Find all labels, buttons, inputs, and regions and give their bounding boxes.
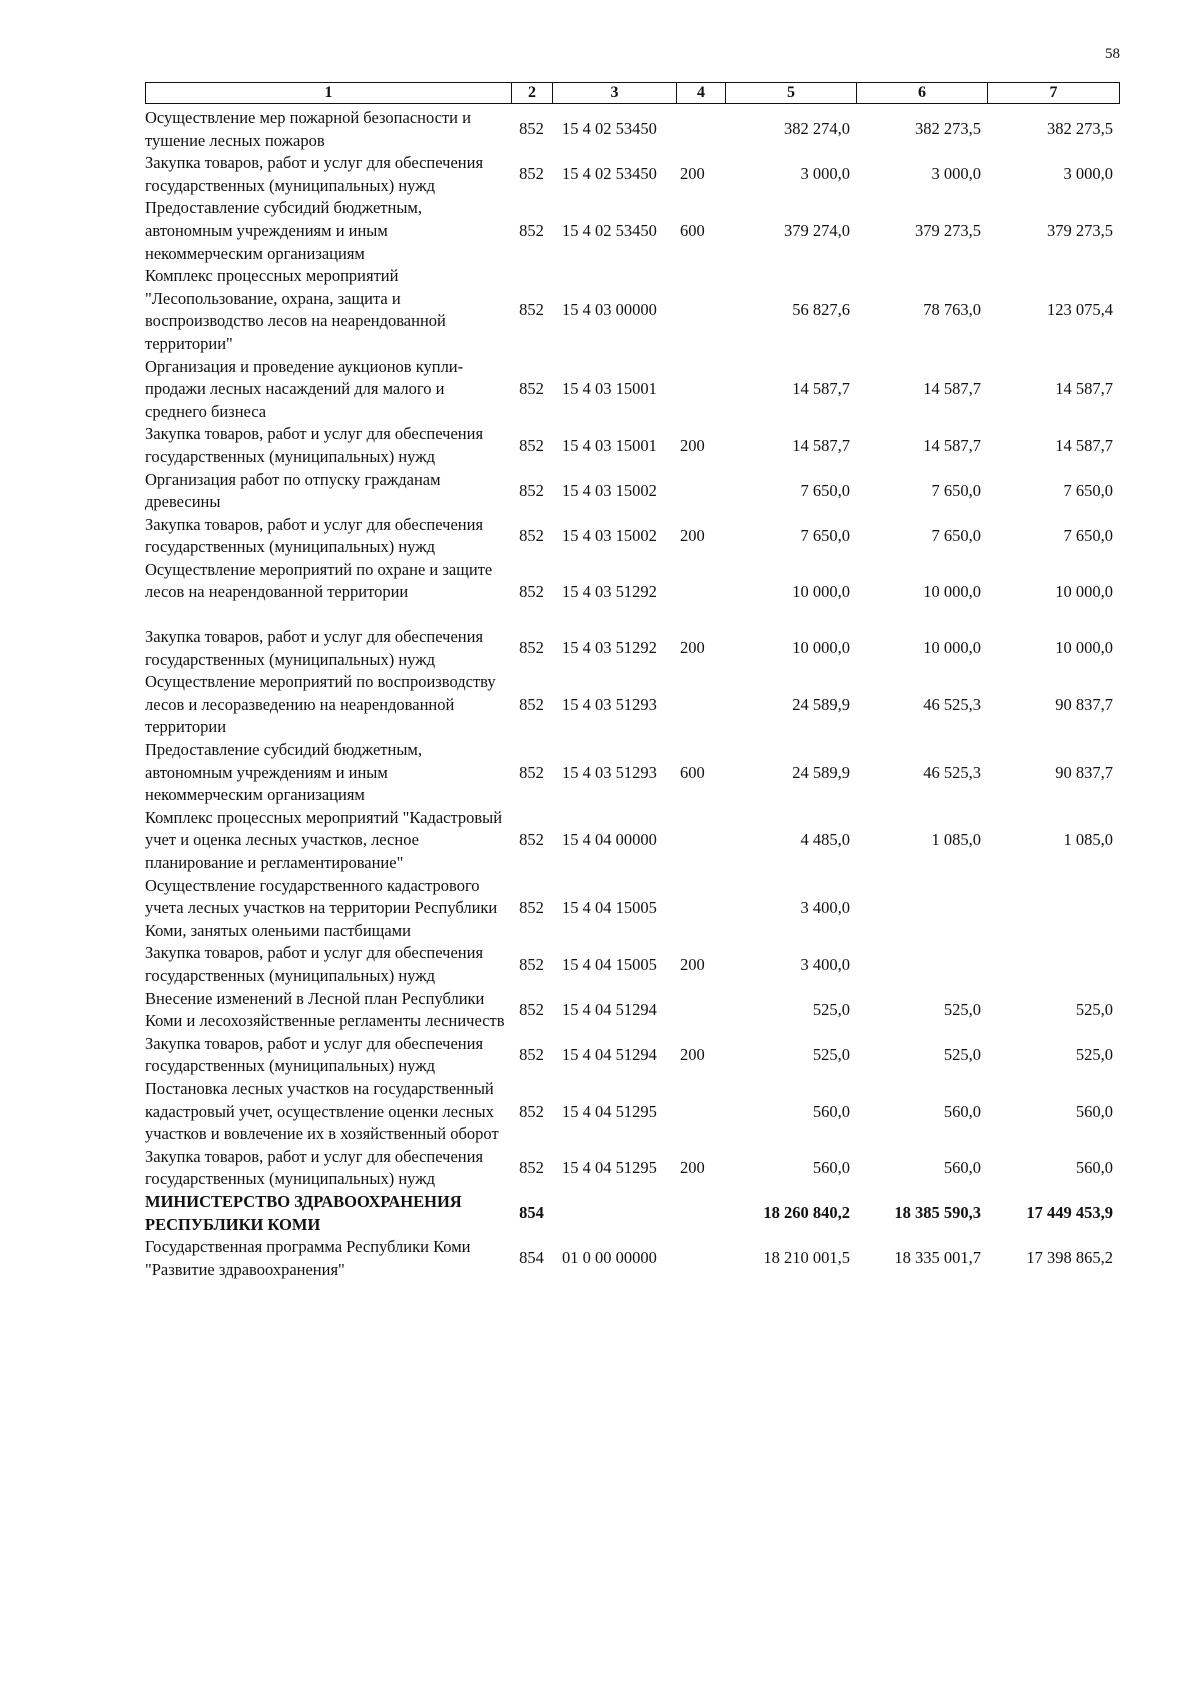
- table-row: [145, 626, 1119, 671]
- target-code: 15 4 03 00000: [562, 300, 657, 320]
- expense-type: 200: [680, 164, 705, 184]
- amount-col-7: 90 837,7: [1055, 694, 1113, 714]
- row-name: Комплекс процессных мероприятий "Кадастровый учет и оценка лесных участков, лесное планирование и регламентирование": [145, 807, 503, 872]
- expense-type: 600: [680, 762, 705, 782]
- row-name: Осуществление мер пожарной безопасности и тушение лесных пожаров: [145, 108, 471, 150]
- target-code: 15 4 03 15002: [562, 525, 657, 545]
- target-code: 15 4 04 51295: [562, 1101, 657, 1121]
- row-name: Предоставление субсидий бюджетным, автономным учреждениям и иным некоммерческим организациям: [145, 740, 422, 805]
- row-name: Закупка товаров, работ и услуг для обеспечения государственных (муниципальных) нужд: [145, 943, 484, 985]
- ministry-code: 852: [519, 220, 544, 240]
- table-row: [145, 942, 1119, 987]
- table-row: [145, 1078, 1119, 1146]
- target-code: 15 4 04 15005: [562, 898, 657, 918]
- table-row: [145, 107, 1119, 152]
- amount-col-6: 560,0: [943, 1101, 981, 1121]
- amount-col-7: 7 650,0: [1063, 480, 1113, 500]
- table-row: [145, 559, 1119, 626]
- row-name: Закупка товаров, работ и услуг для обеспечения государственных (муниципальных) нужд: [145, 627, 484, 669]
- row-name: Организация работ по отпуску гражданам древесины: [145, 469, 441, 512]
- amount-col-6: 560,0: [943, 1158, 981, 1178]
- row-name: МИНИСТЕРСТВО ЗДРАВООХРАНЕНИЯ РЕСПУБЛИКИ КОМИ: [145, 1191, 462, 1234]
- row-name: Осуществление мероприятий по воспроизводству лесов и лесоразведению на неарендованной территории: [145, 672, 496, 737]
- amount-col-6: 18 335 001,7: [894, 1248, 981, 1268]
- amount-col-7: 382 273,5: [1047, 119, 1113, 139]
- amount-col-6: [856, 942, 987, 987]
- expense-type: [676, 265, 725, 355]
- amount-col-7: 17 398 865,2: [1026, 1248, 1113, 1268]
- row-name: Закупка товаров, работ и услуг для обеспечения государственных (муниципальных) нужд: [145, 424, 484, 466]
- amount-col-7: 525,0: [1075, 999, 1113, 1019]
- amount-col-6: 7 650,0: [931, 480, 981, 500]
- ministry-code: 852: [519, 480, 544, 500]
- row-name: Организация и проведение аукционов купли-продажи лесных насаждений для малого и среднего бизнеса: [145, 356, 464, 421]
- amount-col-5: 14 587,7: [792, 379, 850, 399]
- expense-type: 200: [680, 954, 705, 974]
- table-row: [145, 469, 1119, 514]
- ministry-code: 852: [519, 830, 544, 850]
- row-name: Предоставление субсидий бюджетным, автономным учреждениям и иным некоммерческим организациям: [145, 198, 422, 263]
- target-code: 15 4 02 53450: [562, 119, 657, 139]
- ministry-code: 852: [519, 119, 544, 139]
- expense-type: [676, 356, 725, 424]
- header-col-5: 5: [726, 83, 857, 104]
- amount-col-6: 10 000,0: [923, 582, 981, 602]
- amount-col-7: 17 449 453,9: [1026, 1203, 1113, 1223]
- amount-col-6: 1 085,0: [931, 830, 981, 850]
- amount-col-7: 1 085,0: [1063, 830, 1113, 850]
- row-name: Государственная программа Республики Коми "Развитие здравоохранения": [145, 1237, 471, 1279]
- amount-col-5: 379 274,0: [784, 220, 850, 240]
- row-name: Постановка лесных участков на государственный кадастровый учет, осуществление оценки лесных участков и вовлечение их в хозяйственный оборот: [145, 1078, 499, 1144]
- amount-col-6: 7 650,0: [931, 525, 981, 545]
- expense-type: [676, 107, 725, 152]
- expense-type: [676, 559, 725, 626]
- target-code: 15 4 03 51292: [562, 582, 657, 602]
- table-row: [145, 152, 1119, 197]
- header-col-3: 3: [553, 83, 677, 104]
- table-row: [145, 1191, 1119, 1236]
- amount-col-5: 56 827,6: [792, 300, 850, 320]
- amount-col-5: 4 485,0: [800, 830, 850, 850]
- ministry-code: 852: [519, 638, 544, 658]
- amount-col-6: 46 525,3: [923, 694, 981, 714]
- expense-type: 200: [680, 1158, 705, 1178]
- expense-type: 200: [680, 638, 705, 658]
- table-row: [145, 1236, 1119, 1281]
- ministry-code: 852: [519, 694, 544, 714]
- header-col-2: 2: [512, 83, 553, 104]
- amount-col-6: 382 273,5: [915, 119, 981, 139]
- amount-col-6: 46 525,3: [923, 762, 981, 782]
- ministry-code: 852: [519, 762, 544, 782]
- amount-col-7: 379 273,5: [1047, 220, 1113, 240]
- ministry-code: 854: [519, 1203, 544, 1223]
- row-name: Закупка товаров, работ и услуг для обеспечения государственных (муниципальных) нужд: [145, 514, 484, 557]
- header-row: [146, 83, 1120, 104]
- amount-col-7: 123 075,4: [1047, 300, 1113, 320]
- amount-col-7: 525,0: [1075, 1045, 1113, 1065]
- amount-col-5: 10 000,0: [792, 582, 850, 602]
- amount-col-6: 18 385 590,3: [894, 1203, 981, 1223]
- amount-col-6: 379 273,5: [915, 220, 981, 240]
- row-name: Комплекс процессных мероприятий "Лесопользование, охрана, защита и воспроизводство лесов на неарендованной территории": [145, 266, 446, 353]
- ministry-code: 852: [519, 164, 544, 184]
- ministry-code: 852: [519, 999, 544, 1019]
- row-name: Осуществление государственного кадастрового учета лесных участков на территории Республики Коми, занятых оленьими пастбищами: [145, 875, 498, 940]
- amount-col-5: 525,0: [812, 999, 850, 1019]
- expense-type: [676, 1236, 725, 1281]
- table-row: [145, 671, 1119, 739]
- budget-table-body: [145, 107, 1119, 1281]
- amount-col-7: 7 650,0: [1063, 525, 1113, 545]
- ministry-code: 854: [519, 1248, 544, 1268]
- table-row: [145, 739, 1119, 807]
- budget-table: [145, 107, 1119, 1281]
- expense-type: 600: [680, 220, 705, 240]
- header-col-6: 6: [857, 83, 988, 104]
- row-name: Закупка товаров, работ и услуг для обеспечения государственных (муниципальных) нужд: [145, 1146, 484, 1189]
- table-row: [145, 807, 1119, 875]
- amount-col-7: 90 837,7: [1055, 762, 1113, 782]
- amount-col-5: 24 589,9: [792, 694, 850, 714]
- amount-col-6: [856, 875, 987, 943]
- amount-col-5: 10 000,0: [792, 638, 850, 658]
- ministry-code: 852: [519, 954, 544, 974]
- ministry-code: 852: [519, 1101, 544, 1121]
- target-code: 15 4 03 51292: [562, 638, 657, 658]
- header-col-4: 4: [677, 83, 726, 104]
- expense-type: [676, 807, 725, 875]
- target-code: 15 4 04 51294: [562, 999, 657, 1019]
- expense-type: [676, 988, 725, 1033]
- ministry-code: 852: [519, 898, 544, 918]
- table-row: [145, 514, 1119, 559]
- row-name: Закупка товаров, работ и услуг для обеспечения государственных (муниципальных) нужд: [145, 153, 484, 195]
- row-name: Внесение изменений в Лесной план Республики Коми и лесохозяйственные регламенты лесничеств: [145, 988, 505, 1031]
- target-code: 15 4 02 53450: [562, 164, 657, 184]
- amount-col-6: 3 000,0: [931, 164, 981, 184]
- ministry-code: 852: [519, 582, 544, 602]
- table-row: [145, 423, 1119, 468]
- amount-col-5: 3 400,0: [800, 954, 850, 974]
- table-row: [145, 875, 1119, 943]
- amount-col-5: 7 650,0: [800, 480, 850, 500]
- amount-col-7: 560,0: [1075, 1158, 1113, 1178]
- target-code: 01 0 00 00000: [562, 1248, 657, 1268]
- column-number-header: [145, 82, 1120, 104]
- amount-col-7: 14 587,7: [1055, 379, 1113, 399]
- amount-col-5: 382 274,0: [784, 119, 850, 139]
- target-code: 15 4 04 51295: [562, 1158, 657, 1178]
- header-col-1: 1: [146, 83, 512, 104]
- amount-col-5: 3 400,0: [800, 898, 850, 918]
- amount-col-6: 525,0: [943, 1045, 981, 1065]
- amount-col-5: 24 589,9: [792, 762, 850, 782]
- row-name: Закупка товаров, работ и услуг для обеспечения государственных (муниципальных) нужд: [145, 1033, 484, 1076]
- table-row: [145, 265, 1119, 355]
- amount-col-7: [987, 875, 1119, 943]
- amount-col-7: 10 000,0: [1055, 582, 1113, 602]
- amount-col-6: 10 000,0: [923, 638, 981, 658]
- row-name: Осуществление мероприятий по охране и защите лесов на неарендованной территории: [145, 559, 493, 602]
- amount-col-5: 560,0: [812, 1158, 850, 1178]
- expense-type: 200: [680, 435, 705, 455]
- target-code: 15 4 03 15002: [562, 480, 657, 500]
- table-row: [145, 1033, 1119, 1078]
- target-code: 15 4 02 53450: [562, 220, 657, 240]
- amount-col-5: 7 650,0: [800, 525, 850, 545]
- table-row: [145, 988, 1119, 1033]
- ministry-code: 852: [519, 1158, 544, 1178]
- amount-col-6: 525,0: [943, 999, 981, 1019]
- table-row: [145, 1146, 1119, 1191]
- table-row: [145, 356, 1119, 424]
- target-code: 15 4 03 15001: [562, 435, 657, 455]
- target-code: 15 4 04 00000: [562, 830, 657, 850]
- table-row: [145, 197, 1119, 265]
- ministry-code: 852: [519, 525, 544, 545]
- amount-col-7: 14 587,7: [1055, 435, 1113, 455]
- amount-col-7: [987, 942, 1119, 987]
- amount-col-7: 3 000,0: [1063, 164, 1113, 184]
- target-code: 15 4 04 15005: [562, 954, 657, 974]
- target-code: 15 4 04 51294: [562, 1045, 657, 1065]
- ministry-code: 852: [519, 435, 544, 455]
- amount-col-5: 18 210 001,5: [763, 1248, 850, 1268]
- amount-col-5: 18 260 840,2: [763, 1203, 850, 1223]
- header-col-7: 7: [988, 83, 1120, 104]
- expense-type: 200: [680, 1045, 705, 1065]
- amount-col-7: 10 000,0: [1055, 638, 1113, 658]
- target-code: 15 4 03 51293: [562, 762, 657, 782]
- expense-type: 200: [680, 525, 705, 545]
- amount-col-6: 14 587,7: [923, 379, 981, 399]
- page-number: 58: [1105, 46, 1120, 62]
- expense-type: [676, 1078, 725, 1146]
- expense-type: [676, 1191, 725, 1236]
- ministry-code: 852: [519, 1045, 544, 1065]
- target-code: 15 4 03 51293: [562, 694, 657, 714]
- amount-col-5: 560,0: [812, 1101, 850, 1121]
- amount-col-6: 14 587,7: [923, 435, 981, 455]
- expense-type: [676, 875, 725, 943]
- target-code: [552, 1191, 676, 1236]
- amount-col-5: 14 587,7: [792, 435, 850, 455]
- target-code: 15 4 03 15001: [562, 379, 657, 399]
- amount-col-5: 3 000,0: [800, 164, 850, 184]
- amount-col-5: 525,0: [812, 1045, 850, 1065]
- amount-col-6: 78 763,0: [923, 300, 981, 320]
- expense-type: [676, 671, 725, 739]
- amount-col-7: 560,0: [1075, 1101, 1113, 1121]
- ministry-code: 852: [519, 300, 544, 320]
- expense-type: [676, 469, 725, 514]
- ministry-code: 852: [519, 379, 544, 399]
